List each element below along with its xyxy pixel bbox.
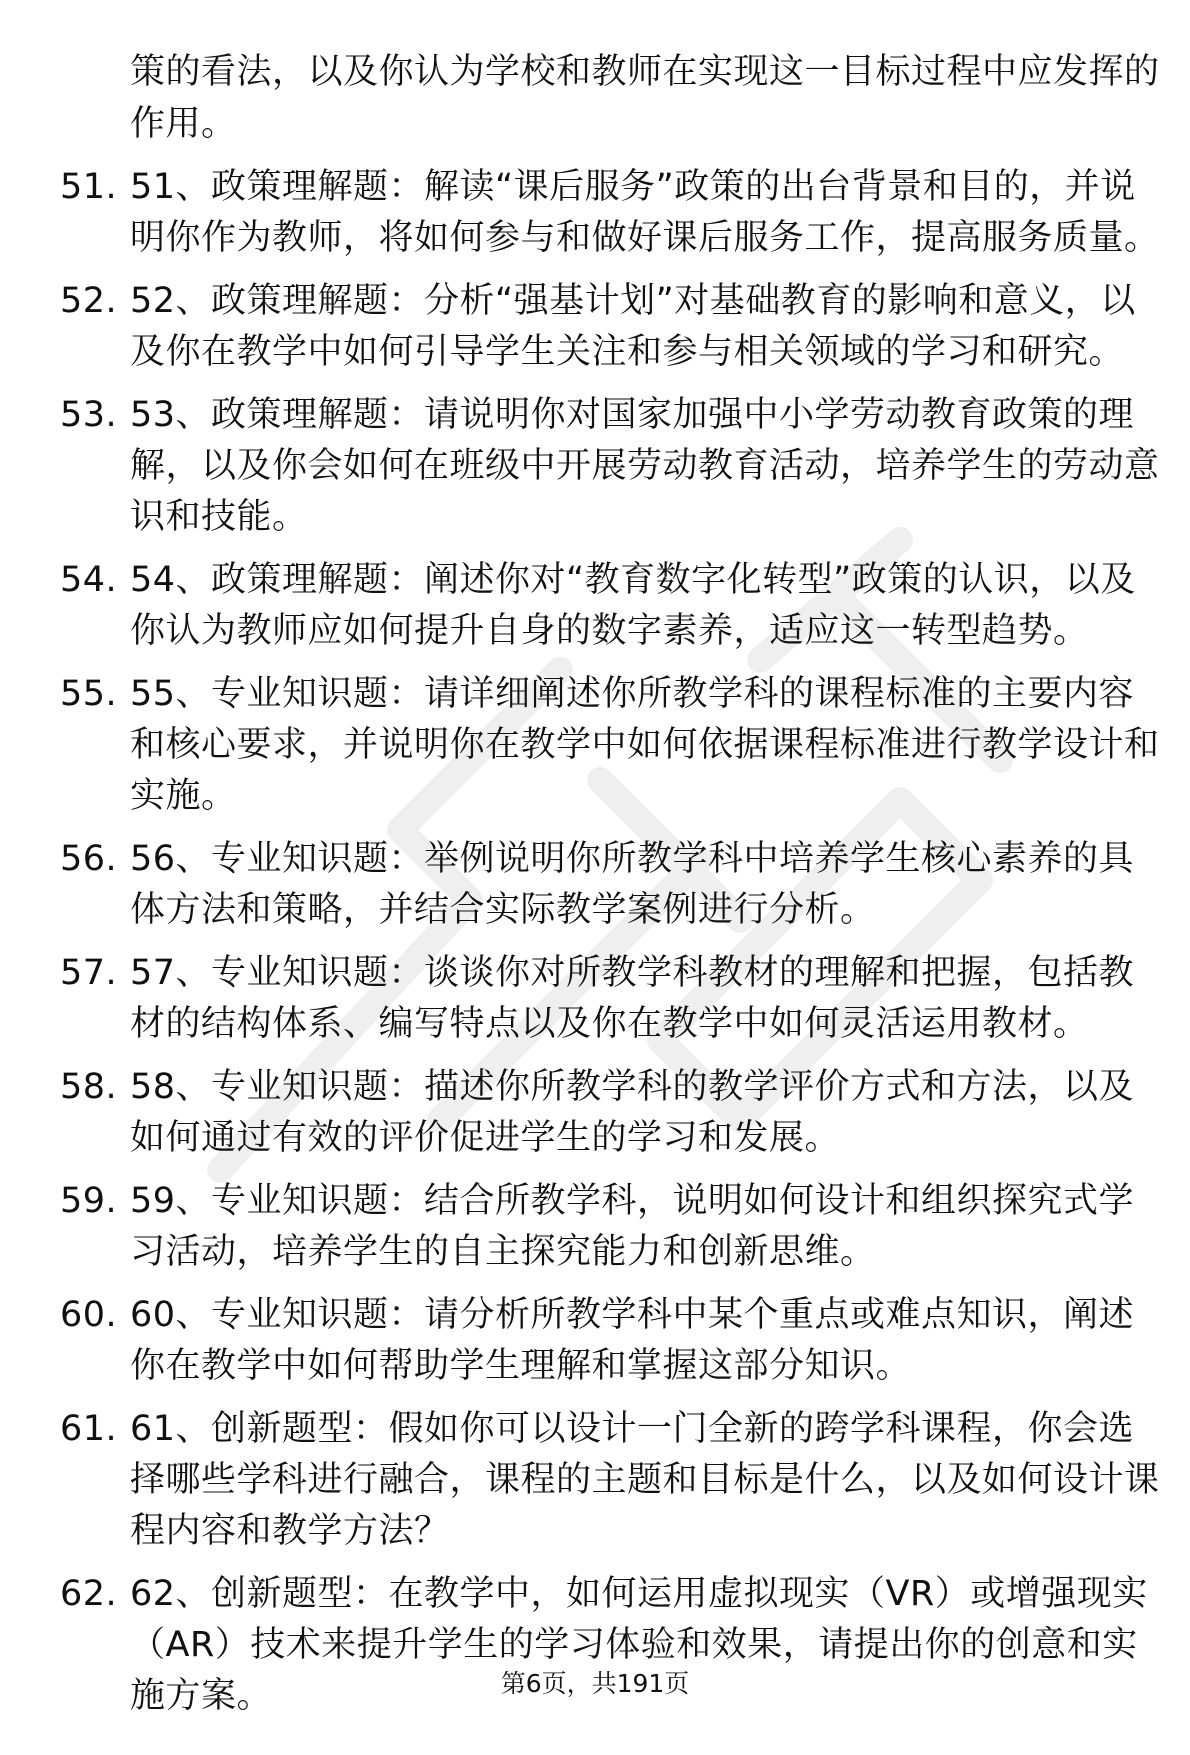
question-number: 53. [60,395,118,435]
question-number: 56. [60,839,118,879]
question-item-53 [60,390,1160,543]
question-item-60 [60,1290,1160,1392]
question-text: 57、专业知识题：谈谈你对所教学科教材的理解和把握，包括教材的结构体系、编写特点以及你在教学中如何灵活运用教材。 [130,953,1135,1044]
question-text: 61、创新题型：假如你可以设计一门全新的跨学科课程，你会选择哪些学科进行融合，课程的主题和目标是什么，以及如何设计课程内容和教学方法？ [130,1409,1160,1551]
question-number: 57. [60,953,118,993]
question-number: 60. [60,1295,118,1335]
question-text: 52、政策理解题：分析“强基计划”对基础教育的影响和意义，以及你在教学中如何引导学生关注和参与相关领域的学习和研究。 [130,281,1136,372]
question-item-57 [60,948,1160,1050]
question-list [60,46,1160,1734]
question-text: 54、政策理解题：阐述你对“教育数字化转型”政策的认识，以及你认为教师应如何提升自身的数字素养，适应这一转型趋势。 [130,560,1136,651]
question-item-58 [60,1062,1160,1164]
intro-continuation-text: 策的看法，以及你认为学校和教师在实现这一目标过程中应发挥的作用。 [130,52,1160,144]
question-number: 52. [60,281,118,321]
question-item-54 [60,555,1160,657]
question-number: 54. [60,560,118,600]
question-number: 55. [60,674,118,714]
question-text: 60、专业知识题：请分析所教学科中某个重点或难点知识，阐述你在教学中如何帮助学生理解和掌握这部分知识。 [130,1295,1135,1386]
question-number: 59. [60,1181,118,1221]
question-text: 53、政策理解题：请说明你对国家加强中小学劳动教育政策的理解，以及你会如何在班级中开展劳动教育活动，培养学生的劳动意识和技能。 [130,395,1160,537]
question-number: 58. [60,1067,118,1107]
question-number: 61. [60,1409,118,1449]
question-item-56 [60,834,1160,936]
question-item-61 [60,1404,1160,1557]
question-text: 56、专业知识题：举例说明你所教学科中培养学生核心素养的具体方法和策略，并结合实际教学案例进行分析。 [130,839,1135,930]
question-text: 62、创新题型：在教学中，如何运用虚拟现实（VR）或增强现实（AR）技术来提升学生的学习体验和效果，请提出你的创意和实施方案。 [130,1574,1148,1716]
page-footer: 第6页，共191页 [500,1669,690,1698]
question-item-59 [60,1176,1160,1278]
question-text: 59、专业知识题：结合所教学科，说明如何设计和组织探究式学习活动，培养学生的自主探究能力和创新思维。 [130,1181,1135,1272]
question-item-52 [60,276,1160,378]
question-item-55 [60,669,1160,822]
question-number: 51. [60,167,118,207]
question-text: 55、专业知识题：请详细阐述你所教学科的课程标准的主要内容和核心要求，并说明你在教学中如何依据课程标准进行教学设计和实施。 [130,674,1160,816]
question-text: 51、政策理解题：解读“课后服务”政策的出台背景和目的，并说明你作为教师，将如何参与和做好课后服务工作，提高服务质量。 [130,167,1160,258]
question-number: 62. [60,1574,118,1614]
question-item-51 [60,162,1160,264]
question-text: 58、专业知识题：描述你所教学科的教学评价方式和方法，以及如何通过有效的评价促进学生的学习和发展。 [130,1067,1135,1158]
